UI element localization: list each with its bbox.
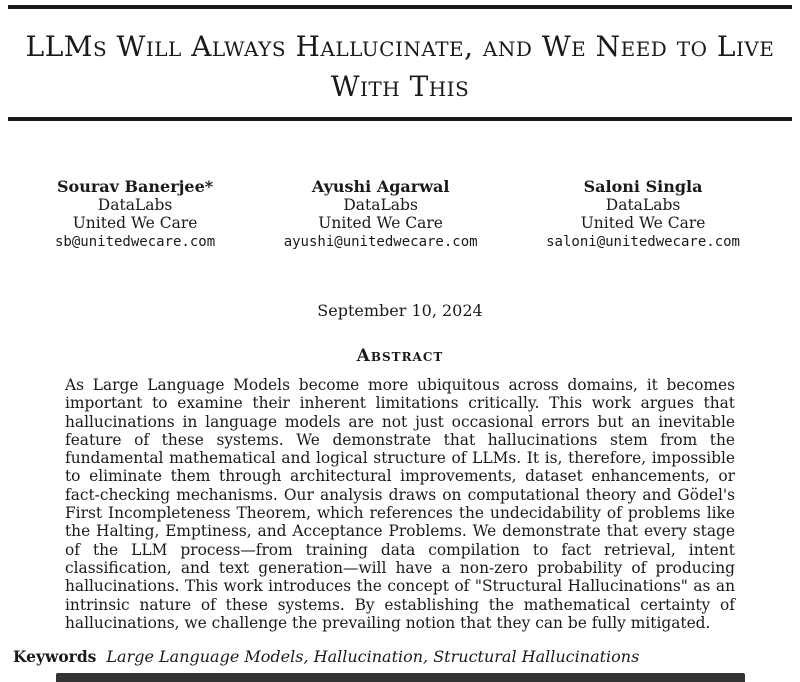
author-email: saloni@unitedwecare.com bbox=[546, 234, 740, 250]
title-top-rule bbox=[8, 5, 792, 9]
author-affiliation: DataLabs bbox=[343, 196, 418, 214]
keywords-line bbox=[0, 647, 800, 667]
author-name: Sourav Banerjee* bbox=[56, 177, 214, 196]
author-3 bbox=[546, 177, 740, 252]
author-email: sb@unitedwecare.com bbox=[55, 234, 216, 250]
keywords-label: Keywords bbox=[13, 647, 97, 667]
keywords-text: Large Language Models, Hallucination, Structural Hallucinations bbox=[106, 647, 640, 667]
title-bottom-rule bbox=[8, 117, 792, 121]
author-organization: United We Care bbox=[72, 214, 198, 232]
paper-date: September 10, 2024 bbox=[317, 301, 483, 320]
author-1 bbox=[55, 177, 215, 252]
author-organization: United We Care bbox=[318, 214, 443, 232]
paper-title: LLMs Will Always Hallucinate, and We Need to Live With This bbox=[25, 30, 775, 103]
author-affiliation: DataLabs bbox=[605, 196, 681, 214]
author-name: Saloni Singla bbox=[583, 177, 703, 196]
author-2 bbox=[284, 177, 478, 252]
author-block bbox=[0, 177, 800, 252]
abstract-text: As Large Language Models become more ubiquitous across domains, it becomes important to examine their inherent limitations critically. This work argues that hallucinations in language models are not just occasional errors but an inevitable feature of these systems. We demonstrate that hallucinations stem from the fundamental mathematical and logical structure of LLMs. It is, therefore, impossible to eliminate them through architectural improvements, dataset enhancements, or fact-checking mechanisms. Our analysis draws on computational theory and Gödel's First Incompleteness Theorem, which references the undecidability of problems like the Halting, Emptiness, and Acceptance Problems. We demonstrate that every stage of the LLM process—from training data compilation to fact retrieval, intent classification, and text generation—will have a non-zero probability of producing hallucinations. This work introduces the concept of "Structural Hallucinations" as an intrinsic nature of these systems. By establishing the mathematical certainty of hallucinations, we challenge the prevailing notion that they can be fully mitigated. bbox=[65, 376, 735, 632]
author-email: ayushi@unitedwecare.com bbox=[283, 234, 478, 250]
page-bottom-bar bbox=[56, 673, 745, 682]
author-organization: United We Care bbox=[580, 214, 706, 232]
author-name: Ayushi Agarwal bbox=[311, 177, 450, 196]
abstract-heading: Abstract bbox=[356, 346, 444, 366]
author-affiliation: DataLabs bbox=[97, 196, 173, 214]
